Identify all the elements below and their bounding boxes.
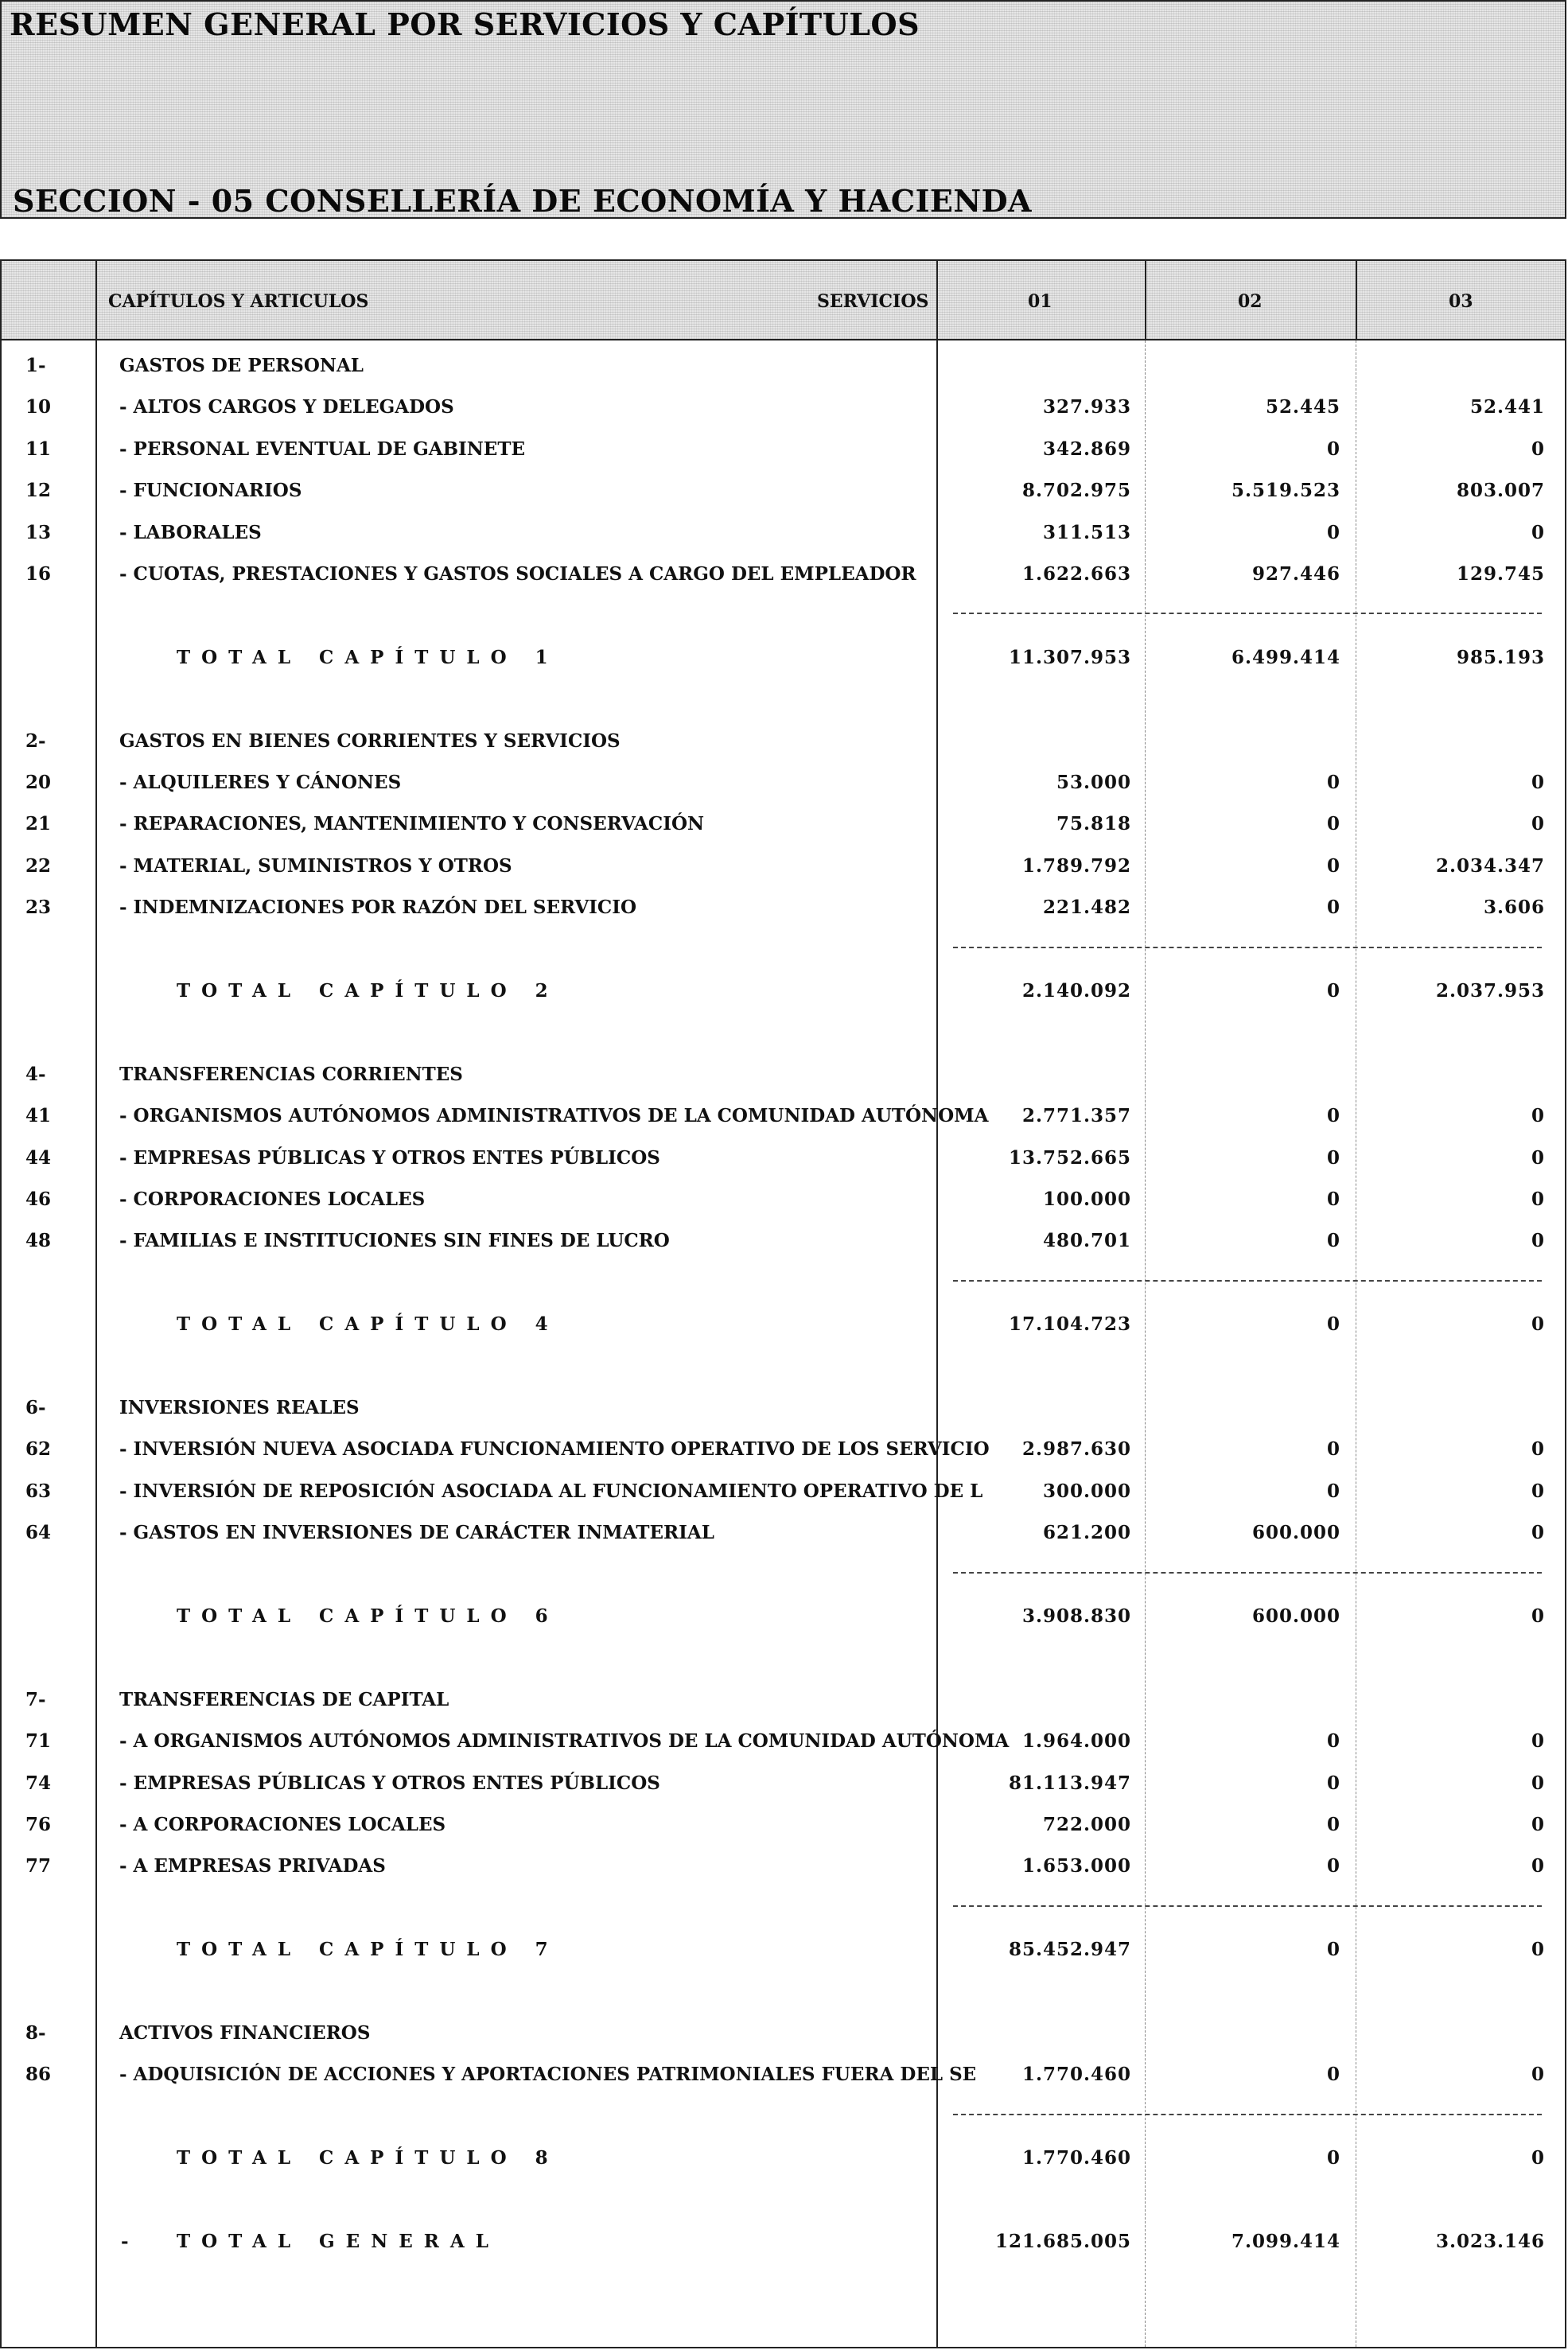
value-service-02: 0 — [1326, 1230, 1340, 1252]
value-service-01: 100.000 — [1042, 1189, 1131, 1210]
value-service-02: 0 — [1326, 1730, 1340, 1753]
subtotal-separator — [953, 2114, 1542, 2115]
chapter-row — [2, 345, 1565, 387]
value-service-02: 0 — [1326, 438, 1340, 460]
chapters-header: CAPÍTULOS Y ARTICULOS — [108, 291, 369, 312]
total-service-01: 121.685.005 — [994, 2231, 1131, 2252]
chapter-total-row — [2, 1304, 1565, 1345]
article-description: - REPARACIONES, MANTENIMIENTO Y CONSERVACIÓN — [119, 813, 705, 835]
value-service-03: 0 — [1531, 1814, 1545, 1835]
value-service-02: 0 — [1326, 1814, 1340, 1835]
article-description: - CUOTAS, PRESTACIONES Y GASTOS SOCIALES A CARGO DEL EMPLEADOR — [119, 563, 916, 585]
table-row — [2, 1512, 1565, 1554]
total-service-02: 0 — [1326, 980, 1340, 1002]
table-row — [2, 1721, 1565, 1762]
article-description: - ORGANISMOS AUTÓNOMOS ADMINISTRATIVOS DE LA COMUNIDAD AUTÓNOMA — [119, 1105, 989, 1127]
table-row — [2, 387, 1565, 428]
article-code: 77 — [25, 1855, 52, 1877]
total-service-01: 17.104.723 — [1008, 1313, 1131, 1336]
value-service-02: 0 — [1326, 1772, 1340, 1794]
table-row — [2, 1429, 1565, 1470]
table-row — [2, 512, 1565, 554]
budget-table — [0, 259, 1566, 2348]
subtotal-separator — [953, 613, 1542, 614]
value-service-02: 0 — [1326, 1146, 1340, 1169]
report-header — [0, 0, 1566, 219]
value-service-02: 5.519.523 — [1231, 480, 1340, 502]
subtotal-separator — [953, 1572, 1542, 1574]
value-service-02: 0 — [1326, 2064, 1340, 2086]
article-code: 74 — [25, 1772, 52, 1794]
total-label: TOTAL CAPÍTULO 4 — [177, 1313, 559, 1336]
value-service-01: 53.000 — [1056, 772, 1131, 793]
article-description: - A ORGANISMOS AUTÓNOMOS ADMINISTRATIVOS DE LA COMUNIDAD AUTÓNOMA — [119, 1730, 1010, 1753]
value-service-03: 0 — [1531, 1438, 1545, 1461]
value-service-01: 81.113.947 — [1008, 1772, 1131, 1794]
table-row — [2, 803, 1565, 845]
value-service-01: 621.200 — [1042, 1522, 1131, 1544]
table-row — [2, 1095, 1565, 1137]
total-service-02: 0 — [1326, 2147, 1340, 2169]
value-service-03: 2.034.347 — [1435, 854, 1545, 877]
value-service-02: 600.000 — [1251, 1522, 1340, 1544]
value-service-03: 0 — [1531, 438, 1545, 460]
value-service-03: 803.007 — [1456, 480, 1545, 502]
total-service-03: 0 — [1531, 2147, 1545, 2169]
chapter-code: 4- — [25, 1063, 46, 1085]
value-service-02: 927.446 — [1251, 563, 1340, 585]
table-row — [2, 1179, 1565, 1220]
value-service-01: 327.933 — [1042, 396, 1131, 418]
value-service-03: 0 — [1531, 521, 1545, 543]
table-row — [2, 554, 1565, 595]
total-service-03: 0 — [1531, 1605, 1545, 1627]
chapter-title: GASTOS EN BIENES CORRIENTES Y SERVICIOS — [119, 730, 621, 752]
chapter-code: 7- — [25, 1688, 46, 1710]
chapter-code: 8- — [25, 2022, 46, 2044]
article-code: 64 — [25, 1522, 52, 1544]
value-service-02: 0 — [1326, 1438, 1340, 1461]
article-description: - A CORPORACIONES LOCALES — [119, 1814, 446, 1835]
chapter-total-row — [2, 1596, 1565, 1637]
article-code: 10 — [25, 396, 52, 418]
value-service-02: 0 — [1326, 772, 1340, 793]
column-divider — [1145, 261, 1146, 340]
table-row — [2, 429, 1565, 470]
table-row — [2, 1471, 1565, 1512]
article-description: - ADQUISICIÓN DE ACCIONES Y APORTACIONES PATRIMONIALES FUERA DEL SE — [119, 2064, 977, 2086]
total-label: TOTAL GENERAL — [177, 2231, 500, 2252]
table-row — [2, 1138, 1565, 1179]
value-service-01: 1.789.792 — [1021, 854, 1131, 877]
value-service-01: 2.987.630 — [1021, 1438, 1131, 1461]
value-service-01: 8.702.975 — [1021, 480, 1131, 502]
subtotal-separator — [953, 1905, 1542, 1907]
column-header-02: 02 — [1238, 291, 1263, 312]
total-label: TOTAL CAPÍTULO 2 — [177, 980, 559, 1002]
value-service-03: 0 — [1531, 772, 1545, 793]
value-service-01: 300.000 — [1042, 1480, 1131, 1502]
value-service-02: 0 — [1326, 813, 1340, 835]
article-code: 63 — [25, 1480, 52, 1502]
article-description: - MATERIAL, SUMINISTROS Y OTROS — [119, 854, 512, 877]
total-service-01: 1.770.460 — [1021, 2147, 1131, 2169]
chapter-title: TRANSFERENCIAS DE CAPITAL — [119, 1688, 449, 1710]
table-row — [2, 2054, 1565, 2095]
value-service-01: 342.869 — [1042, 438, 1131, 460]
chapter-code: 6- — [25, 1397, 46, 1418]
total-label: TOTAL CAPÍTULO 1 — [177, 646, 559, 668]
article-description: - EMPRESAS PÚBLICAS Y OTROS ENTES PÚBLICOS — [119, 1772, 660, 1794]
value-service-02: 0 — [1326, 1105, 1340, 1127]
total-service-01: 85.452.947 — [1008, 1939, 1131, 1961]
article-code: 86 — [25, 2064, 52, 2086]
total-service-03: 2.037.953 — [1435, 980, 1545, 1002]
article-description: - INVERSIÓN DE REPOSICIÓN ASOCIADA AL FUNCIONAMIENTO OPERATIVO DE L — [119, 1480, 983, 1502]
value-service-02: 0 — [1326, 521, 1340, 543]
value-service-03: 0 — [1531, 813, 1545, 835]
value-service-03: 0 — [1531, 1855, 1545, 1877]
article-code: 44 — [25, 1146, 52, 1169]
article-code: 11 — [25, 438, 52, 460]
article-code: 62 — [25, 1438, 52, 1461]
chapter-title: GASTOS DE PERSONAL — [119, 355, 364, 376]
value-service-01: 1.622.663 — [1021, 563, 1131, 585]
table-row — [2, 1804, 1565, 1846]
services-header: SERVICIOS — [817, 291, 929, 312]
article-description: - INVERSIÓN NUEVA ASOCIADA FUNCIONAMIENTO OPERATIVO DE LOS SERVICIO — [119, 1438, 990, 1461]
total-label: TOTAL CAPÍTULO 7 — [177, 1939, 559, 1961]
article-code: 12 — [25, 480, 52, 502]
table-row — [2, 762, 1565, 803]
total-service-01: 3.908.830 — [1021, 1605, 1131, 1627]
value-service-02: 52.445 — [1265, 396, 1340, 418]
report-title: RESUMEN GENERAL POR SERVICIOS Y CAPÍTULOS — [10, 6, 920, 42]
chapter-row — [2, 1054, 1565, 1095]
article-description: - ALTOS CARGOS Y DELEGADOS — [119, 396, 454, 418]
chapter-row — [2, 1679, 1565, 1721]
value-service-03: 0 — [1531, 1480, 1545, 1502]
value-service-03: 0 — [1531, 1522, 1545, 1544]
column-divider — [1356, 261, 1357, 340]
total-service-02: 7.099.414 — [1231, 2231, 1340, 2252]
value-service-03: 0 — [1531, 1772, 1545, 1794]
value-service-01: 1.653.000 — [1021, 1855, 1131, 1877]
value-service-01: 13.752.665 — [1008, 1146, 1131, 1169]
value-service-01: 2.771.357 — [1021, 1105, 1131, 1127]
article-code: 46 — [25, 1189, 52, 1210]
total-service-03: 0 — [1531, 1939, 1545, 1961]
article-code: 20 — [25, 772, 52, 793]
chapter-total-row — [2, 1929, 1565, 1971]
chapter-title: TRANSFERENCIAS CORRIENTES — [119, 1063, 463, 1085]
article-description: - LABORALES — [119, 521, 262, 543]
value-service-01: 75.818 — [1056, 813, 1131, 835]
value-service-03: 3.606 — [1483, 897, 1545, 919]
value-service-02: 0 — [1326, 897, 1340, 919]
article-description: - CORPORACIONES LOCALES — [119, 1189, 426, 1210]
chapter-title: ACTIVOS FINANCIEROS — [119, 2022, 371, 2044]
value-service-01: 311.513 — [1042, 521, 1131, 543]
chapter-code: 1- — [25, 355, 46, 376]
article-description: - FUNCIONARIOS — [119, 480, 302, 502]
chapter-total-row — [2, 2138, 1565, 2179]
article-code: 41 — [25, 1105, 52, 1127]
total-service-03: 0 — [1531, 1313, 1545, 1336]
value-service-02: 0 — [1326, 1189, 1340, 1210]
table-header — [2, 261, 1565, 340]
subtotal-separator — [953, 947, 1542, 948]
value-service-03: 52.441 — [1469, 396, 1545, 418]
value-service-02: 0 — [1326, 1480, 1340, 1502]
article-code: 23 — [25, 897, 52, 919]
total-service-03: 3.023.146 — [1435, 2231, 1545, 2252]
article-description: - GASTOS EN INVERSIONES DE CARÁCTER INMATERIAL — [119, 1522, 714, 1544]
chapter-code: 2- — [25, 730, 46, 752]
table-row — [2, 1220, 1565, 1262]
article-code: 71 — [25, 1730, 52, 1753]
total-service-02: 0 — [1326, 1939, 1340, 1961]
chapter-title: INVERSIONES REALES — [119, 1397, 360, 1418]
value-service-03: 0 — [1531, 1189, 1545, 1210]
table-row — [2, 887, 1565, 928]
value-service-03: 0 — [1531, 1146, 1545, 1169]
chapter-total-row — [2, 971, 1565, 1012]
article-description: - ALQUILERES Y CÁNONES — [119, 772, 402, 793]
grand-total-row — [2, 2221, 1565, 2262]
value-service-02: 0 — [1326, 854, 1340, 877]
total-label: TOTAL CAPÍTULO 8 — [177, 2147, 559, 2169]
value-service-03: 0 — [1531, 1230, 1545, 1252]
subtotal-separator — [953, 1280, 1542, 1282]
value-service-03: 0 — [1531, 2064, 1545, 2086]
article-description: - EMPRESAS PÚBLICAS Y OTROS ENTES PÚBLICOS — [119, 1146, 660, 1169]
table-row — [2, 1763, 1565, 1804]
article-description: - A EMPRESAS PRIVADAS — [119, 1855, 386, 1877]
total-service-01: 2.140.092 — [1021, 980, 1131, 1002]
chapter-row — [2, 1387, 1565, 1429]
value-service-01: 722.000 — [1042, 1814, 1131, 1835]
total-service-02: 600.000 — [1251, 1605, 1340, 1627]
table-row — [2, 470, 1565, 512]
total-label: TOTAL CAPÍTULO 6 — [177, 1605, 559, 1627]
table-row — [2, 1846, 1565, 1887]
article-code: 22 — [25, 854, 52, 877]
value-service-01: 480.701 — [1042, 1230, 1131, 1252]
chapter-row — [2, 721, 1565, 762]
table-row — [2, 846, 1565, 887]
section-title: SECCION - 05 CONSELLERÍA DE ECONOMÍA Y HACIENDA — [13, 183, 1033, 219]
article-description: - FAMILIAS E INSTITUCIONES SIN FINES DE LUCRO — [119, 1230, 670, 1252]
total-service-01: 11.307.953 — [1008, 646, 1131, 668]
article-code: 21 — [25, 813, 52, 835]
total-service-02: 0 — [1326, 1313, 1340, 1336]
column-header-03: 03 — [1449, 291, 1473, 312]
chapter-total-row — [2, 637, 1565, 679]
chapter-row — [2, 2013, 1565, 2054]
value-service-03: 0 — [1531, 1730, 1545, 1753]
article-code: 16 — [25, 563, 52, 585]
article-code: 13 — [25, 521, 52, 543]
total-service-03: 985.193 — [1456, 646, 1545, 668]
grand-total-dash: - — [121, 2231, 129, 2252]
value-service-01: 1.964.000 — [1021, 1730, 1131, 1753]
article-code: 48 — [25, 1230, 52, 1252]
value-service-01: 1.770.460 — [1021, 2064, 1131, 2086]
total-service-02: 6.499.414 — [1231, 646, 1340, 668]
article-code: 76 — [25, 1814, 52, 1835]
value-service-03: 0 — [1531, 1105, 1545, 1127]
article-description: - INDEMNIZACIONES POR RAZÓN DEL SERVICIO — [119, 897, 637, 919]
value-service-01: 221.482 — [1042, 897, 1131, 919]
value-service-03: 129.745 — [1456, 563, 1545, 585]
column-header-01: 01 — [1028, 291, 1052, 312]
value-service-02: 0 — [1326, 1855, 1340, 1877]
article-description: - PERSONAL EVENTUAL DE GABINETE — [119, 438, 525, 460]
